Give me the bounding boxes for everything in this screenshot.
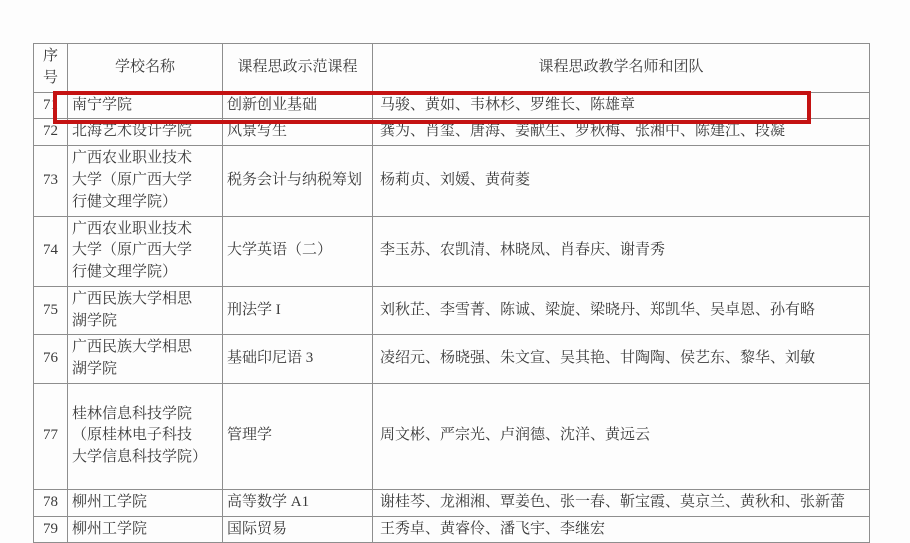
table-row — [34, 216, 870, 286]
row-number: 78 — [34, 489, 68, 516]
table-row — [34, 383, 870, 489]
teacher-team: 马骏、黄如、韦林杉、罗维长、陈雄章 — [373, 92, 870, 119]
row-number: 76 — [34, 335, 68, 384]
table-row — [34, 516, 870, 543]
table-row-highlighted — [34, 119, 870, 146]
col-header-team: 课程思政教学名师和团队 — [373, 44, 870, 93]
course-name: 刑法学 I — [223, 286, 373, 335]
row-number: 74 — [34, 216, 68, 286]
col-header-school: 学校名称 — [68, 44, 223, 93]
table-row — [34, 286, 870, 335]
school-name: 广西农业职业技术大学（原广西大学行健文理学院） — [68, 146, 223, 216]
course-name: 国际贸易 — [223, 516, 373, 543]
table-row — [34, 335, 870, 384]
school-name: 广西农业职业技术大学（原广西大学行健文理学院） — [68, 216, 223, 286]
course-name: 高等数学 A1 — [223, 489, 373, 516]
school-name: 柳州工学院 — [68, 489, 223, 516]
teacher-team: 凌绍元、杨晓强、朱文宣、吴其艳、甘陶陶、侯艺东、黎华、刘敏 — [373, 335, 870, 384]
course-list-table — [33, 43, 869, 543]
course-name: 风景写生 — [223, 119, 373, 146]
teacher-team: 谢桂芩、龙湘湘、覃姜色、张一春、靳宝霞、莫京兰、黄秋和、张新蕾 — [373, 489, 870, 516]
course-name: 创新创业基础 — [223, 92, 373, 119]
teacher-team: 刘秋芷、李雪菁、陈诚、梁旋、梁晓丹、郑凯华、吴卓恩、孙有略 — [373, 286, 870, 335]
header-row — [34, 44, 870, 93]
demonstration-courses-table — [33, 43, 870, 543]
school-name: 桂林信息科技学院（原桂林电子科技大学信息科技学院） — [68, 383, 223, 489]
school-name: 北海艺术设计学院 — [68, 119, 223, 146]
table-row — [34, 489, 870, 516]
school-name: 广西民族大学相思湖学院 — [68, 335, 223, 384]
row-number: 77 — [34, 383, 68, 489]
school-name: 柳州工学院 — [68, 516, 223, 543]
course-name: 大学英语（二） — [223, 216, 373, 286]
course-name: 税务会计与纳税筹划 — [223, 146, 373, 216]
teacher-team: 李玉苏、农凯清、林晓凤、肖春庆、谢青秀 — [373, 216, 870, 286]
table-row — [34, 92, 870, 119]
teacher-team: 龚为、肖玺、唐海、姜献生、罗秋梅、张湘中、陈建江、段凝 — [373, 119, 870, 146]
school-name: 广西民族大学相思湖学院 — [68, 286, 223, 335]
row-number: 75 — [34, 286, 68, 335]
row-number: 72 — [34, 119, 68, 146]
teacher-team: 王秀卓、黄睿伶、潘飞宇、李继宏 — [373, 516, 870, 543]
col-header-index: 序号 — [34, 44, 68, 93]
row-number: 79 — [34, 516, 68, 543]
school-name: 南宁学院 — [68, 92, 223, 119]
teacher-team: 杨莉贞、刘媛、黄荷菱 — [373, 146, 870, 216]
course-name: 基础印尼语 3 — [223, 335, 373, 384]
course-name: 管理学 — [223, 383, 373, 489]
table-row — [34, 146, 870, 216]
teacher-team: 周文彬、严宗光、卢润德、沈洋、黄远云 — [373, 383, 870, 489]
col-header-course: 课程思政示范课程 — [223, 44, 373, 93]
row-number: 71 — [34, 92, 68, 119]
row-number: 73 — [34, 146, 68, 216]
